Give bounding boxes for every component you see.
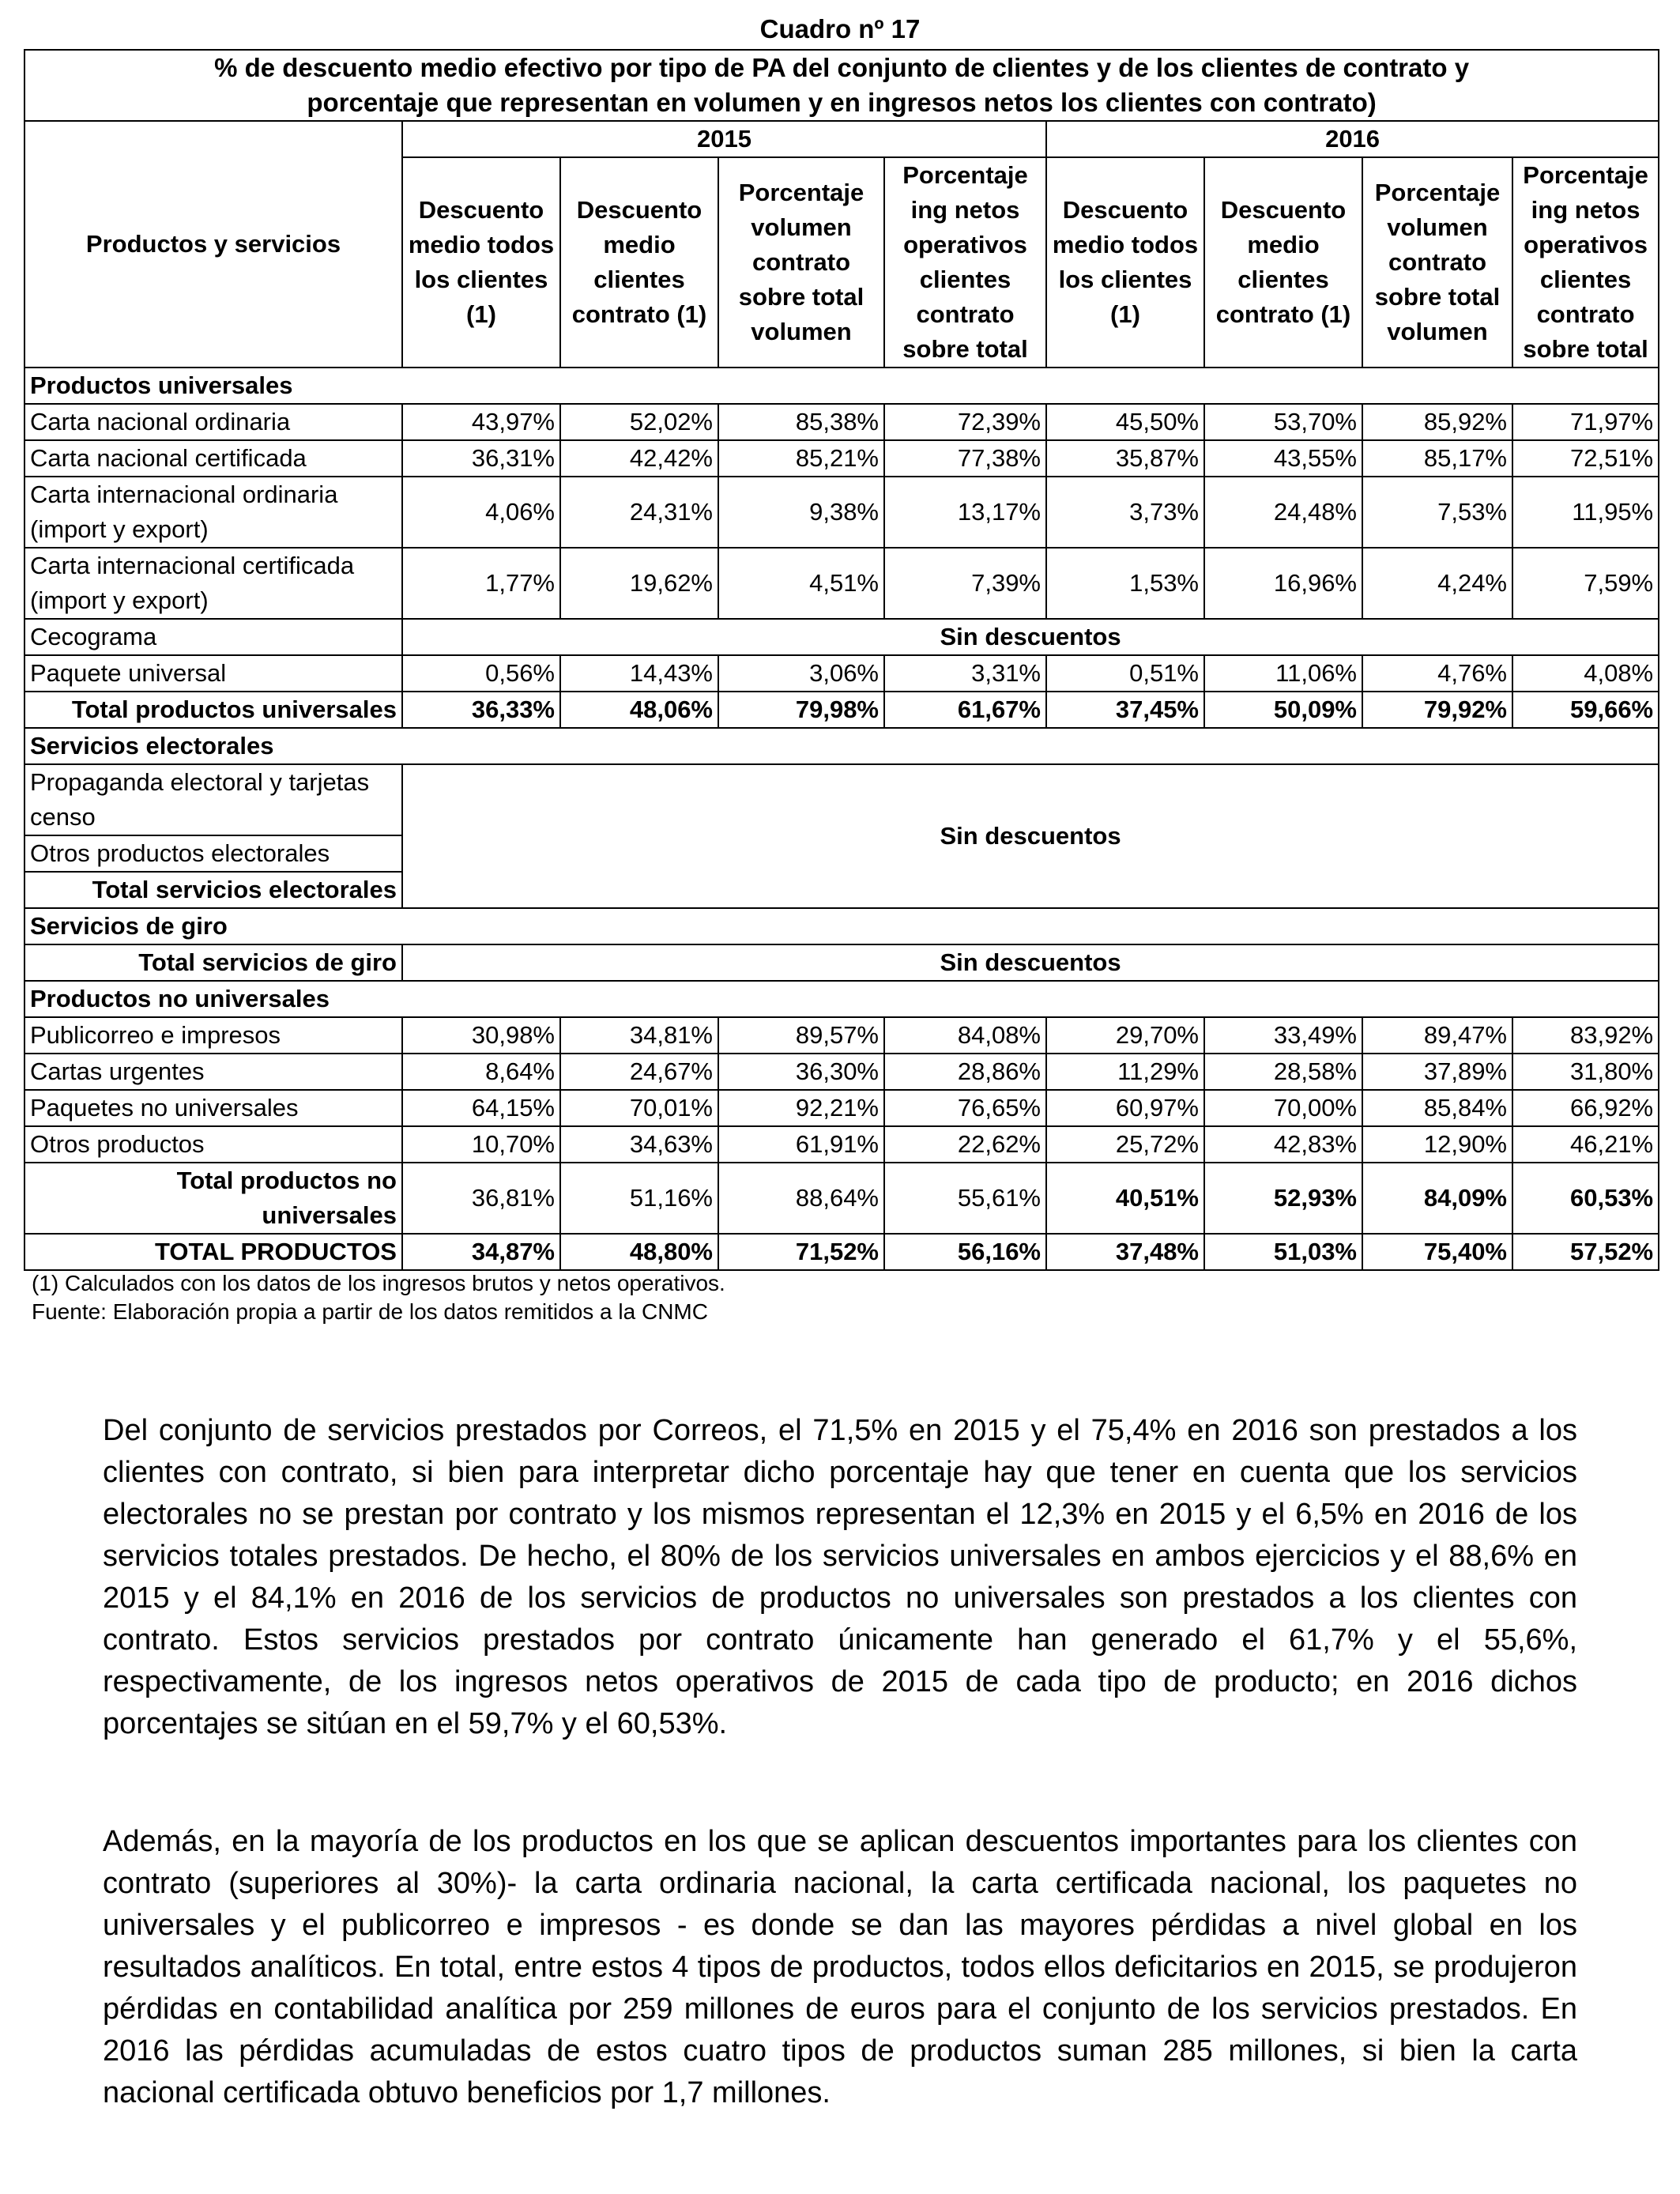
row-label: Cecograma <box>24 619 402 655</box>
cell: 43,97% <box>402 404 560 440</box>
cell: 34,63% <box>560 1126 718 1163</box>
row-label: Otros productos <box>24 1126 402 1163</box>
cell: 8,64% <box>402 1054 560 1090</box>
row-label: Paquetes no universales <box>24 1090 402 1126</box>
paragraph: Además, en la mayoría de los productos en los que se aplican descuentos importantes para los clientes con contrato (superiores al 30%)- la carta ordinaria nacional, la carta certificada nacional, los paquetes no universales y el publicorreo e impresos - es donde se dan las mayores pérdidas a nivel global en los resultados analíticos. En total, entre estos 4 tipos de productos, todos ellos deficitarios en 2015, se produjeron pérdidas en contabilidad analítica por 259 millones de euros para el conjunto de los servicios prestados. En 2016 las pérdidas acumuladas de estos cuatro tipos de productos suman 285 millones, si bien la carta nacional certificada obtuvo beneficios por 1,7 millones. <box>103 1825 1577 2109</box>
cell: 55,61% <box>884 1163 1046 1234</box>
cell: 11,29% <box>1046 1054 1204 1090</box>
row-label: Carta nacional ordinaria <box>24 404 402 440</box>
cell: 61,67% <box>884 692 1046 728</box>
table-title: % de descuento medio efectivo por tipo de PA del conjunto de clientes y de los clientes de contrato y porcentaje que representan en volumen y en ingresos netos los clientes con contrato) <box>24 50 1659 121</box>
row-label: Total servicios de giro <box>24 944 402 981</box>
row-label: Propaganda electoral y tarjetas censo <box>24 764 402 835</box>
cell: 19,62% <box>560 548 718 619</box>
column-header: Descuento medio clientes contrato (1) <box>1204 157 1362 368</box>
row-header: Productos y servicios <box>24 121 402 368</box>
cell: 56,16% <box>884 1234 1046 1270</box>
cell: 70,00% <box>1204 1090 1362 1126</box>
cell: 42,42% <box>560 440 718 477</box>
section-universales: Productos universales <box>24 368 1659 404</box>
cell: 11,06% <box>1204 655 1362 692</box>
column-header: Descuento medio clientes contrato (1) <box>560 157 718 368</box>
cell: 92,21% <box>718 1090 884 1126</box>
cell: 30,98% <box>402 1017 560 1054</box>
cell: 45,50% <box>1046 404 1204 440</box>
cell: 85,38% <box>718 404 884 440</box>
cell: 10,70% <box>402 1126 560 1163</box>
table-row <box>24 477 1659 548</box>
table-row-grand-total <box>24 1234 1659 1270</box>
cell: 36,33% <box>402 692 560 728</box>
column-header: Porcentaje ing netos operativos clientes contrato sobre total <box>1512 157 1659 368</box>
table-row <box>24 1017 1659 1054</box>
row-label: Total servicios electorales <box>24 872 402 908</box>
no-discount-cell: Sin descuentos <box>402 764 1659 908</box>
cell: 36,81% <box>402 1163 560 1234</box>
row-label: Paquete universal <box>24 655 402 692</box>
table-row-total <box>24 944 1659 981</box>
cell: 24,31% <box>560 477 718 548</box>
cell: 76,65% <box>884 1090 1046 1126</box>
table-row <box>24 655 1659 692</box>
cell: 88,64% <box>718 1163 884 1234</box>
cell: 66,92% <box>1512 1090 1659 1126</box>
cell: 77,38% <box>884 440 1046 477</box>
cell: 0,51% <box>1046 655 1204 692</box>
discount-table <box>24 49 1659 1271</box>
column-header: Descuento medio todos los clientes (1) <box>1046 157 1204 368</box>
table-row <box>24 1054 1659 1090</box>
section-no-universales: Productos no universales <box>24 981 1659 1017</box>
source-note: Fuente: Elaboración propia a partir de los datos remitidos a la CNMC <box>32 1299 708 1324</box>
cell: 7,53% <box>1362 477 1512 548</box>
cell: 4,06% <box>402 477 560 548</box>
cell: 0,56% <box>402 655 560 692</box>
cell: 71,97% <box>1512 404 1659 440</box>
cell: 85,84% <box>1362 1090 1512 1126</box>
row-label: Carta internacional certificada (import y export) <box>24 548 402 619</box>
cell: 1,53% <box>1046 548 1204 619</box>
paragraph: Del conjunto de servicios prestados por Correos, el 71,5% en 2015 y el 75,4% en 2016 son prestados a los clientes con contrato, si bien para interpretar dicho porcentaje hay que tener en cuenta que los servicios electorales no se prestan por contrato y los mismos representan el 12,3% en 2015 y el 6,5% en 2016 de los servicios totales prestados. De hecho, el 80% de los servicios universales en ambos ejercicios y el 88,6% en 2015 y el 84,1% en 2016 de los servicios de productos no universales son prestados a los clientes con contrato. Estos servicios prestados por contrato únicamente han generado el 61,7% y el 55,6%, respectivamente, de los ingresos netos operativos de 2015 de cada tipo de producto; en 2016 dichos porcentajes se sitúan en el 59,7% y el 60,53%. <box>103 1414 1577 1740</box>
row-label: Total productos no universales <box>24 1163 402 1234</box>
cell: 36,30% <box>718 1054 884 1090</box>
cell: 75,40% <box>1362 1234 1512 1270</box>
column-header: Porcentaje ing netos operativos clientes contrato sobre total <box>884 157 1046 368</box>
cell: 25,72% <box>1046 1126 1204 1163</box>
table-caption: Cuadro nº 17 <box>759 14 921 43</box>
no-discount-cell: Sin descuentos <box>402 619 1659 655</box>
table-row <box>24 1126 1659 1163</box>
cell: 42,83% <box>1204 1126 1362 1163</box>
cell: 83,92% <box>1512 1017 1659 1054</box>
cell: 3,73% <box>1046 477 1204 548</box>
cell: 60,97% <box>1046 1090 1204 1126</box>
row-label: Otros productos electorales <box>24 835 402 872</box>
cell: 46,21% <box>1512 1126 1659 1163</box>
cell: 52,93% <box>1204 1163 1362 1234</box>
cell: 85,92% <box>1362 404 1512 440</box>
cell: 35,87% <box>1046 440 1204 477</box>
no-discount-cell: Sin descuentos <box>402 944 1659 981</box>
cell: 84,09% <box>1362 1163 1512 1234</box>
cell: 3,31% <box>884 655 1046 692</box>
cell: 50,09% <box>1204 692 1362 728</box>
row-label: Cartas urgentes <box>24 1054 402 1090</box>
cell: 28,58% <box>1204 1054 1362 1090</box>
cell: 85,21% <box>718 440 884 477</box>
cell: 14,43% <box>560 655 718 692</box>
cell: 4,51% <box>718 548 884 619</box>
cell: 72,39% <box>884 404 1046 440</box>
cell: 22,62% <box>884 1126 1046 1163</box>
cell: 53,70% <box>1204 404 1362 440</box>
cell: 51,03% <box>1204 1234 1362 1270</box>
table-row <box>24 764 1659 835</box>
cell: 4,76% <box>1362 655 1512 692</box>
cell: 79,92% <box>1362 692 1512 728</box>
footnote: (1) Calculados con los datos de los ingresos brutos y netos operativos. <box>32 1271 725 1295</box>
cell: 7,59% <box>1512 548 1659 619</box>
row-label: Publicorreo e impresos <box>24 1017 402 1054</box>
cell: 52,02% <box>560 404 718 440</box>
cell: 59,66% <box>1512 692 1659 728</box>
section-electorales: Servicios electorales <box>24 728 1659 764</box>
year-2016: 2016 <box>1046 121 1659 157</box>
cell: 70,01% <box>560 1090 718 1126</box>
cell: 13,17% <box>884 477 1046 548</box>
column-header: Porcentaje volumen contrato sobre total volumen <box>718 157 884 368</box>
cell: 89,47% <box>1362 1017 1512 1054</box>
cell: 61,91% <box>718 1126 884 1163</box>
cell: 85,17% <box>1362 440 1512 477</box>
cell: 11,95% <box>1512 477 1659 548</box>
cell: 28,86% <box>884 1054 1046 1090</box>
row-label: TOTAL PRODUCTOS <box>24 1234 402 1270</box>
cell: 64,15% <box>402 1090 560 1126</box>
cell: 16,96% <box>1204 548 1362 619</box>
cell: 24,48% <box>1204 477 1362 548</box>
section-giro: Servicios de giro <box>24 908 1659 944</box>
cell: 84,08% <box>884 1017 1046 1054</box>
cell: 43,55% <box>1204 440 1362 477</box>
table-row <box>24 548 1659 619</box>
table-row <box>24 440 1659 477</box>
cell: 60,53% <box>1512 1163 1659 1234</box>
cell: 4,24% <box>1362 548 1512 619</box>
column-header: Descuento medio todos los clientes (1) <box>402 157 560 368</box>
cell: 29,70% <box>1046 1017 1204 1054</box>
row-label: Carta internacional ordinaria (import y export) <box>24 477 402 548</box>
cell: 40,51% <box>1046 1163 1204 1234</box>
cell: 48,06% <box>560 692 718 728</box>
row-label: Total productos universales <box>24 692 402 728</box>
column-header: Porcentaje volumen contrato sobre total volumen <box>1362 157 1512 368</box>
cell: 24,67% <box>560 1054 718 1090</box>
table-row <box>24 619 1659 655</box>
cell: 1,77% <box>402 548 560 619</box>
cell: 3,06% <box>718 655 884 692</box>
cell: 71,52% <box>718 1234 884 1270</box>
cell: 34,81% <box>560 1017 718 1054</box>
cell: 51,16% <box>560 1163 718 1234</box>
cell: 12,90% <box>1362 1126 1512 1163</box>
cell: 9,38% <box>718 477 884 548</box>
table-row <box>24 1090 1659 1126</box>
cell: 48,80% <box>560 1234 718 1270</box>
cell: 36,31% <box>402 440 560 477</box>
cell: 57,52% <box>1512 1234 1659 1270</box>
cell: 34,87% <box>402 1234 560 1270</box>
cell: 31,80% <box>1512 1054 1659 1090</box>
cell: 4,08% <box>1512 655 1659 692</box>
cell: 89,57% <box>718 1017 884 1054</box>
cell: 37,48% <box>1046 1234 1204 1270</box>
table-row <box>24 404 1659 440</box>
row-label: Carta nacional certificada <box>24 440 402 477</box>
table-row-total <box>24 692 1659 728</box>
table-row-total <box>24 1163 1659 1234</box>
cell: 37,89% <box>1362 1054 1512 1090</box>
cell: 72,51% <box>1512 440 1659 477</box>
cell: 79,98% <box>718 692 884 728</box>
cell: 33,49% <box>1204 1017 1362 1054</box>
cell: 7,39% <box>884 548 1046 619</box>
cell: 37,45% <box>1046 692 1204 728</box>
year-2015: 2015 <box>402 121 1046 157</box>
